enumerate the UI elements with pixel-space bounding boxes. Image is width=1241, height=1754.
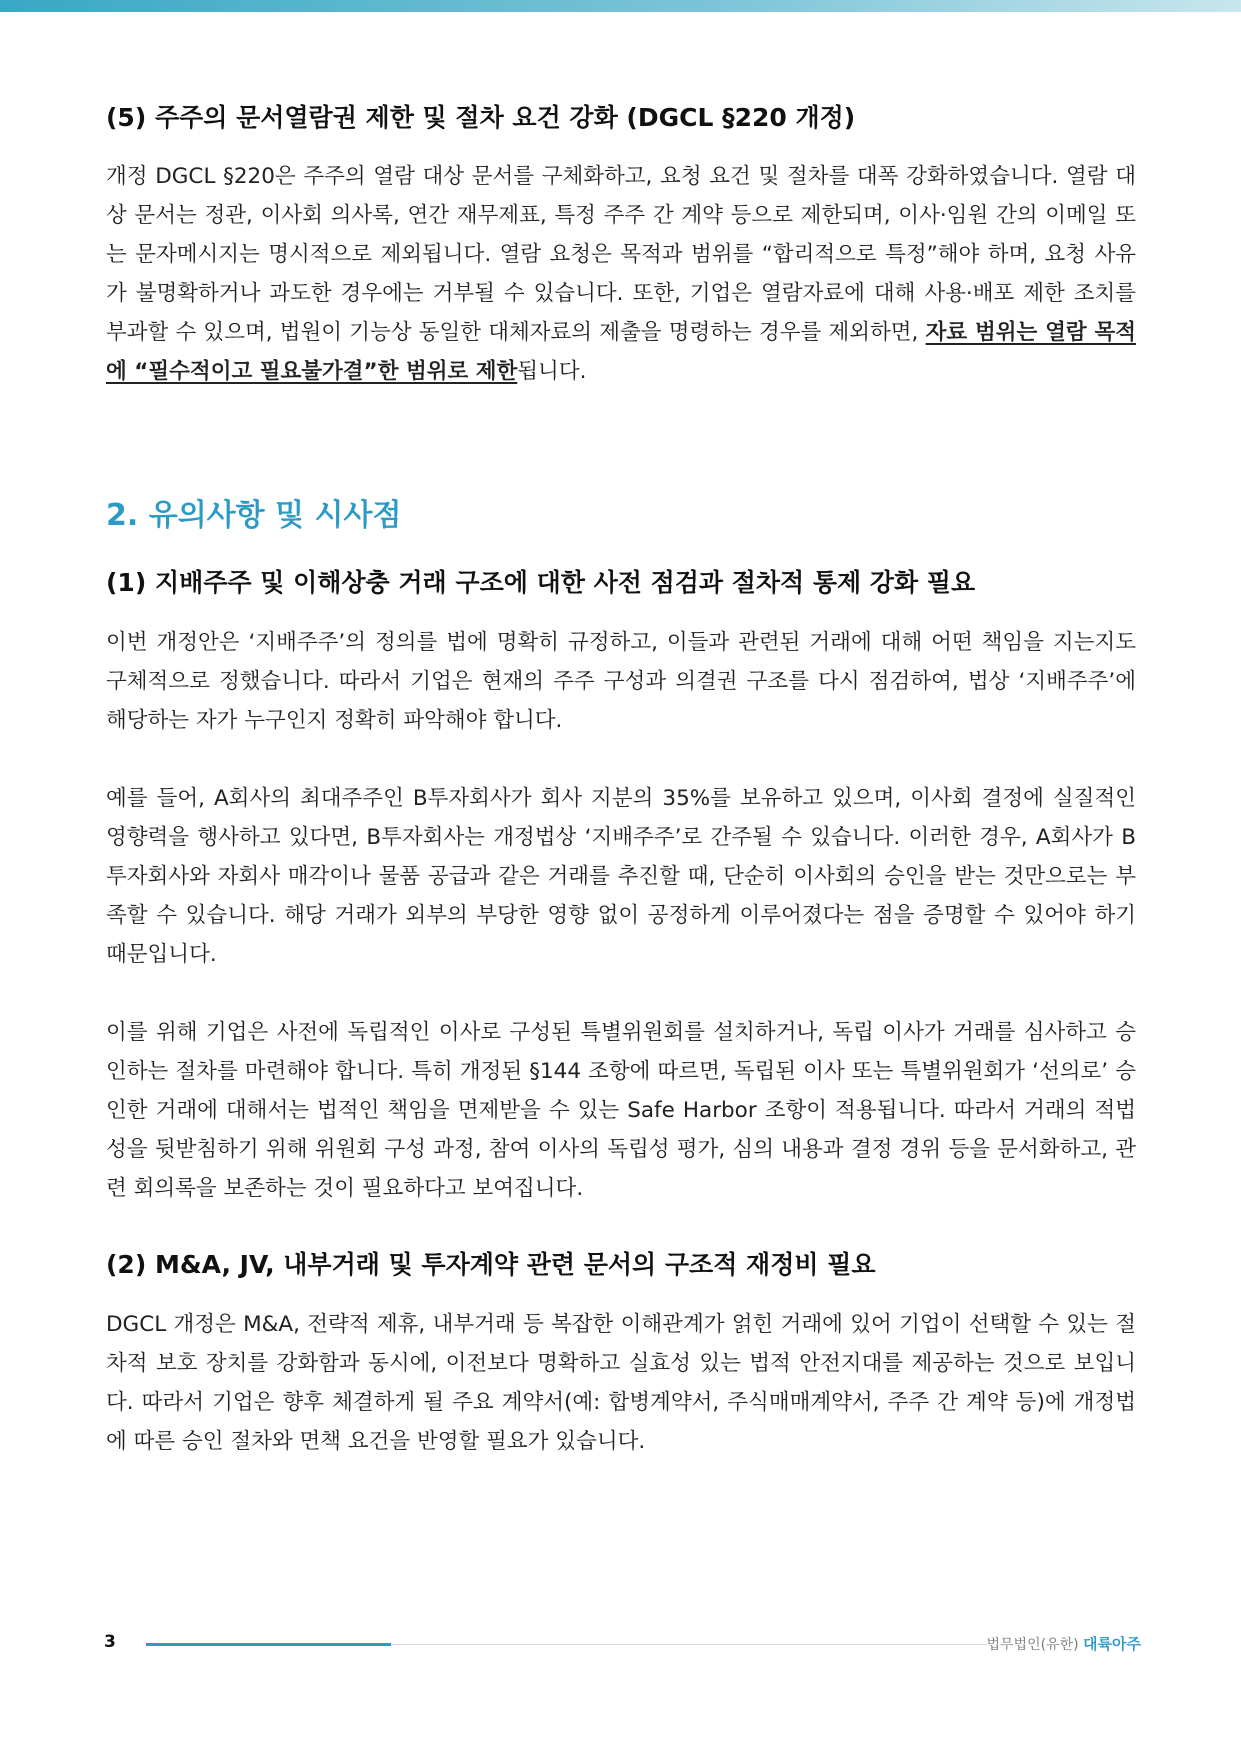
footer-accent-line — [146, 1643, 391, 1646]
top-accent-bar — [0, 0, 1241, 12]
page-number: 3 — [104, 1632, 116, 1652]
firm-brand: 대륙아주 — [1083, 1635, 1141, 1653]
section-5-paragraph — [106, 157, 1136, 391]
page-footer — [0, 1630, 1241, 1660]
subsection-1-paragraph-3: 이를 위해 기업은 사전에 독립적인 이사로 구성된 특별위원회를 설치하거나, 독립 이사가 거래를 심사하고 승인하는 절차를 마련해야 합니다. 특히 개정된 §144 조항에 따르면, 독립된 이사 또는 특별위원회가 ‘선의로’ 승인한 거래에 대해서는 법적인 책임을 면제받을 수 있는 Safe Harbor 조항이 적용됩니다. 따라서 거래의 적법성을 뒷받침하기 위해 위원회 구성 과정, 참여 이사의 독립성 평가, 심의 내용과 결정 경위 등을 문서화하고, 관련 회의록을 보존하는 것이 필요하다고 보여집니다. — [106, 1020, 1136, 1201]
section-5-paragraph-text: 개정 DGCL §220은 주주의 열람 대상 문서를 구체화하고, 요청 요건 및 절차를 대폭 강화하였습니다. 열람 대상 문서는 정관, 이사회 의사록, 연간 재무제표, 특정 주주 간 계약 등으로 제한되며, 이사·임원 간의 이메일 또는 문자메시지는 명시적으로 제외됩니다. 열람 요청은 목적과 범위를 “합리적으로 특정”해야 하며, 요청 사유가 불명확하거나 과도한 경우에는 거부될 수 있습니다. 또한, 기업은 열람자료에 대해 사용·배포 제한 조치를 부과할 수 있으며, 법원이 기능상 동일한 대체자료의 제출을 명령하는 경우를 제외하면, — [106, 164, 1136, 345]
footer-divider-line — [391, 1644, 987, 1645]
document-body — [106, 100, 1136, 1461]
section-5-heading: (5) 주주의 문서열람권 제한 및 절차 요건 강화 (DGCL §220 개정) — [106, 103, 856, 132]
section-5-paragraph-end: 됩니다. — [517, 359, 587, 384]
section-2-heading: 2. 유의사항 및 시사점 — [106, 498, 402, 533]
subsection-1-heading: (1) 지배주주 및 이해상충 거래 구조에 대한 사전 점검과 절차적 통제 강화 필요 — [106, 568, 976, 597]
section-5-highlight: 자료 범위는 열람 목적에 “필수적이고 필요불가결”한 범위로 제한 — [106, 320, 1136, 384]
firm-prefix: 법무법인(유한) — [986, 1637, 1079, 1653]
subsection-1-paragraph-1: 이번 개정안은 ‘지배주주’의 정의를 법에 명확히 규정하고, 이들과 관련된 거래에 대해 어떤 책임을 지는지도 구체적으로 정했습니다. 따라서 기업은 현재의 주주 구성과 의결권 구조를 다시 점검하여, 법상 ‘지배주주’에 해당하는 자가 누구인지 정확히 파악해야 합니다. — [106, 630, 1136, 733]
subsection-1-paragraph-2: 예를 들어, A회사의 최대주주인 B투자회사가 회사 지분의 35%를 보유하고 있으며, 이사회 결정에 실질적인 영향력을 행사하고 있다면, B투자회사는 개정법상 ‘지배주주’로 간주될 수 있습니다. 이러한 경우, A회사가 B투자회사와 자회사 매각이나 물품 공급과 같은 거래를 추진할 때, 단순히 이사회의 승인을 받는 것만으로는 부족할 수 있습니다. 해당 거래가 외부의 부당한 영향 없이 공정하게 이루어졌다는 점을 증명할 수 있어야 하기 때문입니다. — [106, 786, 1136, 967]
subsection-2-paragraph: DGCL 개정은 M&A, 전략적 제휴, 내부거래 등 복잡한 이해관계가 얽힌 거래에 있어 기업이 선택할 수 있는 절차적 보호 장치를 강화함과 동시에, 이전보다 명확하고 실효성 있는 법적 안전지대를 제공하는 것으로 보입니다. 따라서 기업은 향후 체결하게 될 주요 계약서(예: 합병계약서, 주식매매계약서, 주주 간 계약 등)에 개정법에 따른 승인 절차와 면책 요건을 반영할 필요가 있습니다. — [106, 1312, 1136, 1454]
firm-name — [987, 1633, 1142, 1654]
subsection-2-heading: (2) M&A, JV, 내부거래 및 투자계약 관련 문서의 구조적 재정비 필요 — [106, 1250, 876, 1279]
